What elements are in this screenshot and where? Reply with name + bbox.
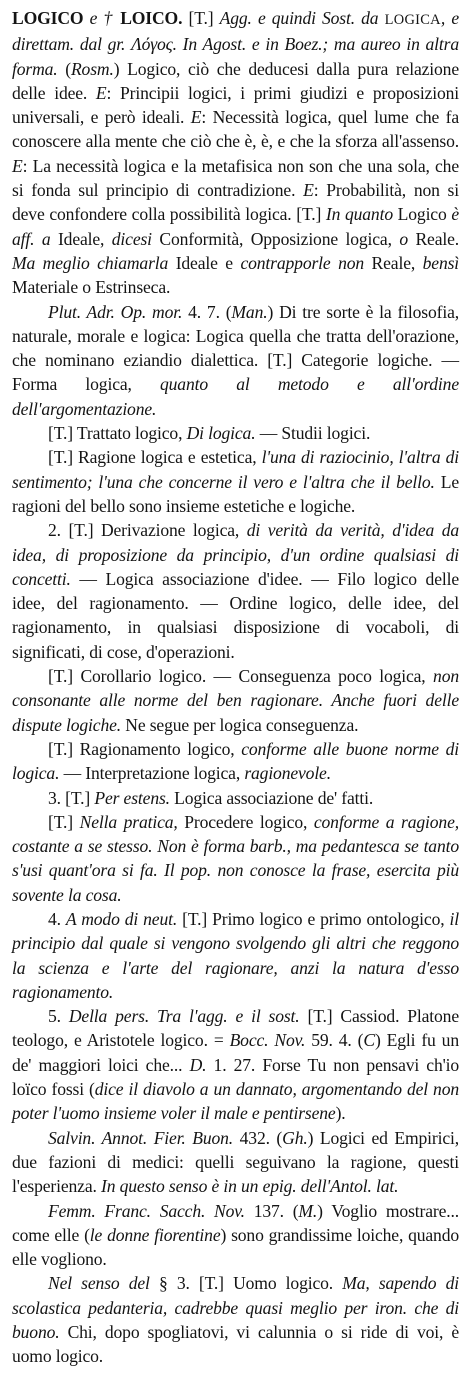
italic-text: Ma, sapendo di scolastica pedanteria, cadrebbe quasi meglio per iron. che di buono. <box>12 1273 460 1343</box>
definition-text: 3. [T.] <box>48 787 95 808</box>
definition-text: [T.] Corollario logico. — Conseguenza poco logica, <box>48 666 434 687</box>
citation-paragraph <box>12 1199 459 1272</box>
definition-text: [T.] Primo logico e primo ontologico, <box>177 908 450 929</box>
definition-text: ) Voglio mostrare... come elle ( <box>12 1200 459 1245</box>
italic-text: conforme a ragione, costante a se stesso. Non è forma barb., ma pedantesca se tanto s'usi quant'ora si fa. Il pop. non conosce la frase, esercita più sovente la cosa. <box>12 811 459 905</box>
definition-text: 59. 4. ( <box>305 1030 364 1051</box>
text-run: ( <box>57 58 71 79</box>
text-run: [T.] <box>182 8 220 28</box>
definition-text: 5. <box>48 1006 69 1027</box>
headword-variant: LOICO. <box>120 8 183 28</box>
italic-text: ragionevole. <box>244 763 331 784</box>
definition-text: ) Logico, ciò che deducesi dalla pura relazione delle idee. <box>12 58 459 103</box>
text-run: 4. 7. ( <box>182 301 232 322</box>
italic-text: dice il diavolo a un dannato, argomentando del non poter l'uomo insieme voler il male e pentirsene <box>12 1079 460 1124</box>
definition-text: Ideale e <box>168 252 241 273</box>
definition-text: Procedere logico, <box>177 811 314 832</box>
italic-text: le donne fiorentine <box>89 1224 221 1245</box>
definition-text: Ideale, <box>50 228 112 249</box>
sense-paragraph <box>12 518 459 664</box>
definition-text: Logica associazione de' fatti. <box>169 787 374 808</box>
definition-text: [T.] <box>48 811 80 832</box>
italic-text: è aff. a <box>12 204 459 249</box>
definition-text: 2. [T.] Derivazione logica, <box>48 520 247 541</box>
definition-text: Reale, <box>364 252 423 273</box>
sense-paragraph <box>12 1271 459 1368</box>
italic-text: contrapporle non <box>240 252 365 273</box>
definition-text: : Necessità logica, quel lume che fa conoscere alla mente che ciò che è, è, e che la sforza all'assenso. <box>12 107 460 152</box>
italic-text: o <box>399 228 408 249</box>
italic-text: non consonante alle norme del ben ragionare. Anche fuori delle dispute logiche. <box>12 666 459 735</box>
italic-text: In questo senso è in un epig. dell'Antol. lat. <box>101 1176 399 1197</box>
sense-paragraph <box>12 1004 459 1125</box>
definition-text: [T.] Cassiod. Platone teologo, e Aristotele logico. = <box>12 1006 459 1051</box>
text-run: e † <box>83 8 121 28</box>
text-run: 432. ( <box>233 1127 283 1148</box>
definition-text: : La necessità logica e la metafisica non son che una sola, che si fonda sul principio di contradizione. <box>12 155 459 201</box>
definition-text: [T.] Trattato logico, <box>48 423 187 444</box>
source-abbrev: Bocc. Nov. <box>229 1030 306 1051</box>
sense-paragraph <box>12 810 459 907</box>
italic-text: conforme alle buone norme di logica. <box>12 738 459 784</box>
definition-text: — Interpretazione logica, <box>59 763 245 784</box>
definition-text: 4. <box>48 908 66 929</box>
italic-text: Per estens. <box>94 787 170 808</box>
definition-text: : Principii logici, i primi giudizi e proposizioni universali, e però ideali. <box>12 82 459 128</box>
example-marker: E <box>303 180 314 201</box>
definition-text: [T.] Ragionamento logico, <box>48 738 242 759</box>
source-abbrev: Salvin. Annot. Fier. Buon. <box>48 1127 234 1148</box>
text-run: 137. ( <box>244 1200 299 1221</box>
etymology: , e direttam. dal gr. Λόγος. In Agost. e in Boez.; ma aureo in altra forma. <box>12 8 459 79</box>
definition-text: [T.] Ragione logica e estetica, <box>48 447 262 468</box>
italic-text: il principio dal quale si vengono svolgendo gli altri che reggono la scienza e l'arte del ragionare, anzi la natura d'esso ragionamento. <box>12 908 459 1002</box>
definition-text: Conformità, Opposizione logica, <box>151 228 400 249</box>
source-abbrev: Plut. Adr. Op. mor. <box>48 301 183 322</box>
italic-text: A modo di neut. <box>65 908 178 929</box>
italic-text: bensì <box>422 252 460 273</box>
definition-text: Materiale o Estrinseca. <box>12 277 171 298</box>
sense-paragraph <box>12 786 459 810</box>
definition-text: Chi, dopo spogliatovi, vi calunnia o si ride di voi, è uomo logico. <box>12 1322 459 1367</box>
definition-text: — Studii logici. <box>255 423 371 444</box>
italic-text: Della pers. Tra l'agg. e il sost. <box>68 1006 300 1027</box>
italic-text: di verità da verità, d'idea da idea, di proposizione da principio, d'un ordine qualsiasi di concetti. <box>12 520 459 589</box>
citation-paragraph <box>12 1126 459 1199</box>
source-abbrev: Gh. <box>282 1127 308 1148</box>
source-abbrev: Rosm. <box>70 58 114 79</box>
definition-text: ) Egli fu un de' maggiori loici che... <box>12 1030 459 1075</box>
italic-text: Ma meglio chiamarla <box>12 252 169 273</box>
sense-paragraph <box>12 907 459 1004</box>
definition-text: ) Di tre sorte è la filosofia, naturale, morale e logica: Logica quella che tratta dell'orazione, che nominano eziandio dialettica. [T.] Categorie logiche. — Forma logica, <box>12 301 459 395</box>
definition-text: — Logica associazione d'idee. — Filo logico delle idee, del ragionamento. — Ordine logico, delle idee, del ragionamento, in qualsiasi disposizione di vocaboli, di significati, di cose, d'operazioni. <box>12 568 459 662</box>
italic-text: In quanto <box>325 204 393 225</box>
sense-paragraph <box>12 664 459 737</box>
definition-text: Le ragioni del bello sono insieme estetiche e logiche. <box>12 471 459 516</box>
source-abbrev: C <box>363 1030 375 1051</box>
sense-paragraph <box>12 445 459 518</box>
headword: LOGICO <box>12 8 84 28</box>
sense-paragraph <box>12 737 459 786</box>
italic-text: dicesi <box>111 228 152 249</box>
source-abbrev: M. <box>298 1200 318 1221</box>
example-marker: E <box>12 155 23 176</box>
citation-paragraph <box>12 300 459 421</box>
italic-text: Nel senso del <box>48 1273 150 1294</box>
definition-text: § 3. [T.] Uomo logico. <box>149 1273 343 1294</box>
italic-text: l'una di raziocinio, l'altra di sentimento; l'una che concerne il vero e l'altra che il bello. <box>12 447 459 492</box>
entry-headword-paragraph <box>12 6 459 300</box>
definition-text: 1. 27. Forse Tu non pensavi ch'io loïco fossi ( <box>12 1054 459 1100</box>
definition-text: ). <box>335 1103 346 1124</box>
definition-text: Logico <box>392 204 452 225</box>
example-marker: E <box>190 107 202 128</box>
example-marker: E <box>95 82 107 103</box>
italic-text: Nella pratica, <box>79 811 178 832</box>
sense-paragraph <box>12 421 459 445</box>
italic-text: Di logica. <box>186 423 256 444</box>
definition-text: ) sono grandissime loiche, quando elle vogliono. <box>12 1224 459 1270</box>
source-abbrev: Man. <box>231 301 268 322</box>
source-abbrev: Femm. Franc. Sacch. Nov. <box>48 1200 245 1221</box>
definition-text: : Probabilità, non si deve confondere colla possibilità logica. [T.] <box>12 180 459 225</box>
definition-text: Reale. <box>407 228 459 249</box>
definition-text: Ne segue per logica conseguenza. <box>121 714 359 735</box>
grammar-note: Agg. e quindi Sost. da <box>219 8 385 28</box>
cross-reference: LOGICA <box>384 12 441 28</box>
source-abbrev: D. <box>189 1054 207 1075</box>
definition-text: ) Logici ed Empirici, due fazioni di medici: quelli seguivano la ragione, questi l'esperienza. <box>12 1127 459 1197</box>
italic-text: quanto al metodo e all'ordine dell'argomentazione. <box>12 374 459 419</box>
